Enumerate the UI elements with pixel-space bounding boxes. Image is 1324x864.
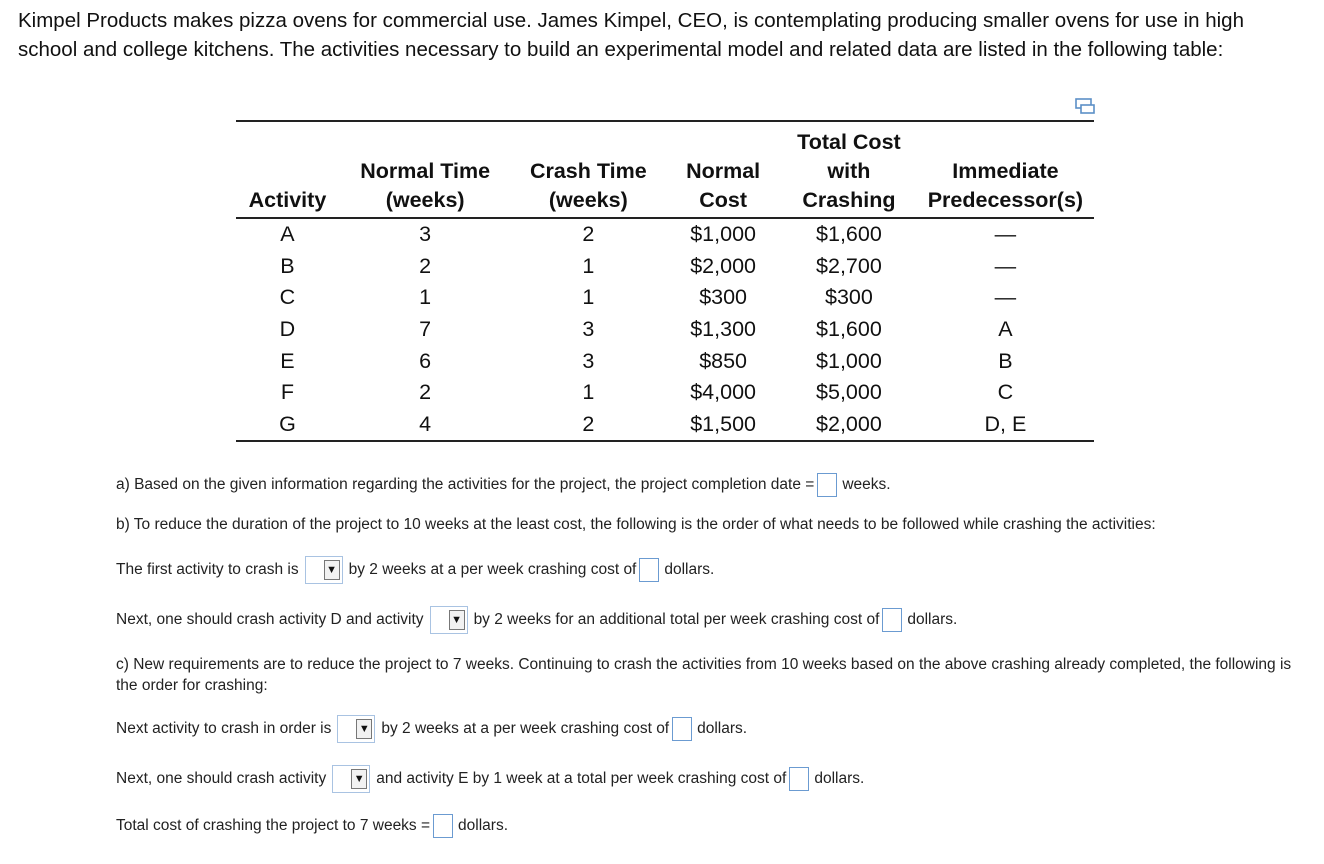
- cell-activity: C: [279, 285, 296, 310]
- question-b1: The first activity to crash is ▼ by 2 weeks at a per week crashing cost of dollars.: [116, 556, 714, 584]
- header-normal-cost: Normal Cost: [665, 121, 781, 218]
- total-crash-cost-input[interactable]: [433, 814, 453, 838]
- third-crash-activity-dropdown[interactable]: [337, 715, 375, 743]
- header-immediate-predecessors: Immediate Predecessor(s): [917, 121, 1094, 218]
- header-activity: Activity: [236, 121, 339, 218]
- cell-activity: B: [280, 253, 295, 278]
- cell-total-cost: $300: [825, 285, 873, 310]
- question-c-intro: c) New requirements are to reduce the project to 7 weeks. Continuing to crash the activities from 10 weeks based on the above crashing already completed, the following is the order for crashing:: [116, 656, 1292, 694]
- cell-activity: F: [280, 380, 295, 405]
- table-row: [236, 282, 1094, 314]
- activity-table: [236, 120, 1094, 442]
- cell-crash-time: 1: [582, 253, 595, 278]
- dropdown-arrow-icon: ▼: [324, 560, 340, 580]
- second-crash-cost-input[interactable]: [882, 608, 902, 632]
- cell-normal-time: 3: [419, 222, 432, 247]
- second-crash-activity-dropdown[interactable]: [430, 606, 468, 634]
- cell-crash-time: 2: [582, 411, 595, 436]
- cell-predecessor: —: [994, 222, 1017, 247]
- table-row: [236, 218, 1094, 251]
- cell-normal-cost: $1,000: [690, 222, 756, 247]
- dropdown-arrow-icon: ▼: [449, 610, 465, 630]
- problem-intro: Kimpel Products makes pizza ovens for commercial use. James Kimpel, CEO, is contemplating producing smaller ovens for use in high school and college kitchens. The activities necessary to build an experimental model and related data are listed in the following table:: [18, 9, 1244, 61]
- question-c2: Next, one should crash activity ▼ and activity E by 1 week at a total per week crashing cost of dollars.: [116, 765, 864, 793]
- cell-activity: A: [280, 222, 295, 247]
- cell-normal-cost: $850: [699, 348, 748, 373]
- cell-crash-time: 2: [582, 222, 595, 247]
- cell-normal-cost: $1,300: [690, 317, 756, 342]
- first-crash-cost-input[interactable]: [639, 558, 659, 582]
- first-crash-activity-dropdown[interactable]: [305, 556, 343, 584]
- cell-normal-time: 2: [419, 380, 432, 405]
- question-c3: Total cost of crashing the project to 7 weeks = dollars.: [116, 814, 508, 838]
- cell-total-cost: $1,000: [816, 348, 882, 373]
- activity-table-wrapper: [236, 120, 1094, 442]
- cell-crash-time: 1: [582, 285, 595, 310]
- dropdown-arrow-icon: ▼: [351, 769, 367, 789]
- cell-total-cost: $2,700: [816, 253, 882, 278]
- dropdown-arrow-icon: ▼: [356, 719, 372, 739]
- cell-predecessor: A: [998, 317, 1013, 342]
- cell-normal-cost: $1,500: [690, 411, 756, 436]
- cell-total-cost: $1,600: [816, 222, 882, 247]
- cell-total-cost: $1,600: [816, 317, 882, 342]
- header-total-cost-crashing: Total Cost with Crashing: [781, 121, 917, 218]
- table-row: [236, 377, 1094, 409]
- cell-normal-cost: $2,000: [690, 253, 756, 278]
- cell-predecessor: —: [994, 253, 1017, 278]
- cell-normal-cost: $300: [699, 285, 748, 310]
- table-row: [236, 345, 1094, 377]
- cell-predecessor: —: [994, 285, 1017, 310]
- question-b-intro: b) To reduce the duration of the project to 10 weeks at the least cost, the following is the order of what needs to be followed while crashing the activities:: [116, 516, 1156, 533]
- table-row: [236, 251, 1094, 283]
- table-row: [236, 314, 1094, 346]
- table-header-row: [236, 121, 1094, 218]
- third-crash-cost-input[interactable]: [672, 717, 692, 741]
- cell-activity: G: [279, 411, 296, 436]
- cell-predecessor: D, E: [984, 411, 1027, 436]
- table-row: [236, 409, 1094, 442]
- cell-normal-time: 7: [419, 317, 432, 342]
- question-a: a) Based on the given information regarding the activities for the project, the project completion date = weeks.: [116, 473, 891, 497]
- header-crash-time: Crash Time (weeks): [511, 121, 665, 218]
- completion-weeks-input[interactable]: [817, 473, 837, 497]
- cell-normal-time: 2: [419, 253, 432, 278]
- cell-activity: E: [280, 348, 295, 373]
- cell-total-cost: $5,000: [816, 380, 882, 405]
- cell-predecessor: C: [997, 380, 1014, 405]
- question-c1: Next activity to crash in order is ▼ by 2 weeks at a per week crashing cost of dollars.: [116, 715, 747, 743]
- header-normal-time: Normal Time (weeks): [339, 121, 512, 218]
- cell-normal-time: 6: [419, 348, 432, 373]
- fourth-crash-cost-input[interactable]: [789, 767, 809, 791]
- cell-crash-time: 3: [582, 317, 595, 342]
- cell-normal-time: 1: [419, 285, 432, 310]
- cell-activity: D: [279, 317, 296, 342]
- cell-normal-time: 4: [419, 411, 432, 436]
- fourth-crash-activity-dropdown[interactable]: [332, 765, 370, 793]
- cell-predecessor: B: [998, 348, 1013, 373]
- cell-crash-time: 1: [582, 380, 595, 405]
- cell-total-cost: $2,000: [816, 411, 882, 436]
- copy-table-icon[interactable]: [1074, 97, 1096, 115]
- cell-normal-cost: $4,000: [690, 380, 756, 405]
- cell-crash-time: 3: [582, 348, 595, 373]
- question-b2: Next, one should crash activity D and activity ▼ by 2 weeks for an additional total per week crashing cost of dollars.: [116, 606, 957, 634]
